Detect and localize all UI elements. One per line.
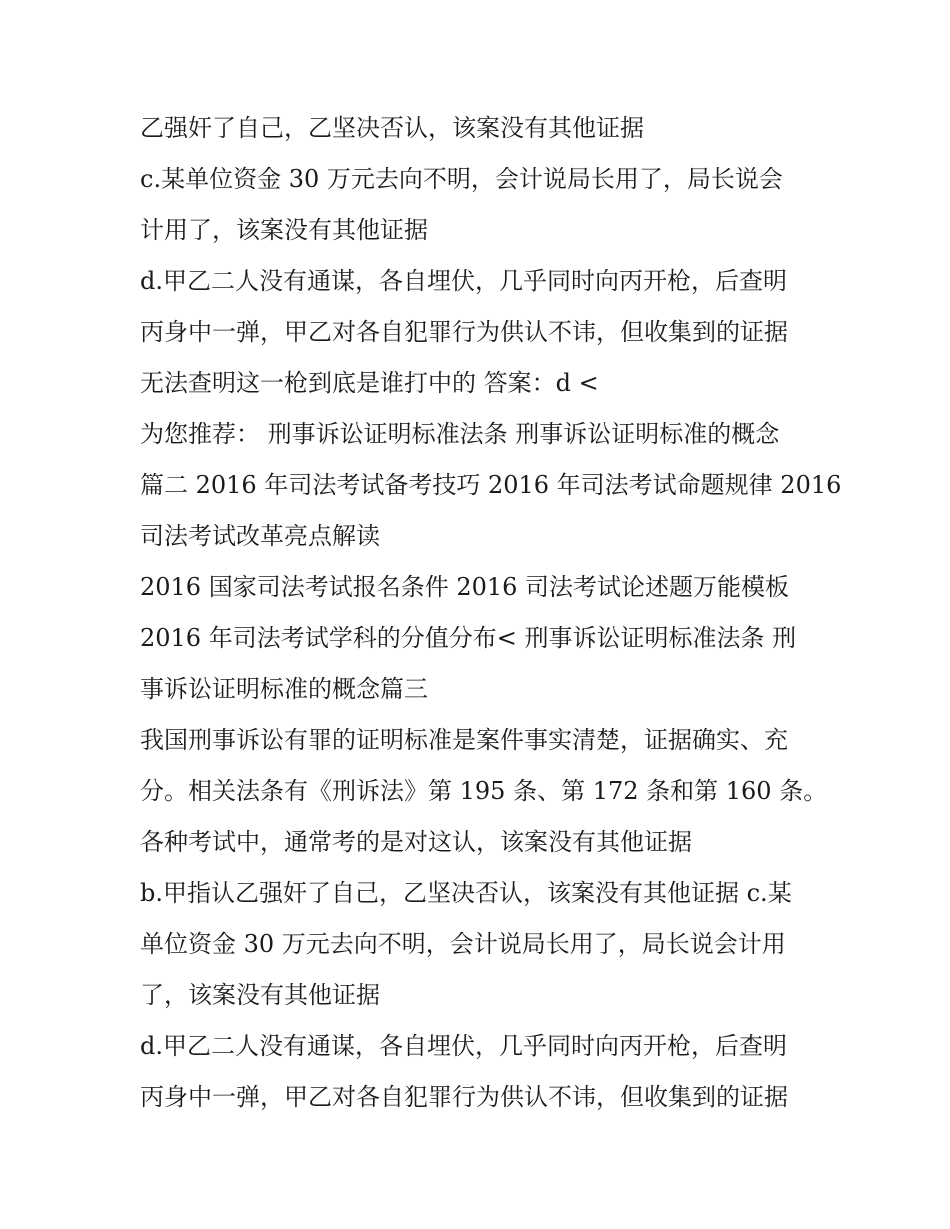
text-line: 丙身中一弹，甲乙对各自犯罪行为供认不讳，但收集到的证据 xyxy=(140,318,788,346)
text-line: 各种考试中，通常考的是对这认，该案没有其他证据 xyxy=(140,828,692,856)
text-line: b.甲指认乙强奸了自己，乙坚决否认，该案没有其他证据 c.某 xyxy=(140,879,792,907)
text-line: 计用了，该案没有其他证据 xyxy=(140,216,428,244)
text-line: 司法考试改革亮点解读 xyxy=(140,522,380,550)
text-line: 单位资金 30 万元去向不明，会计说局长用了，局长说会计用 xyxy=(140,930,786,958)
text-line: 丙身中一弹，甲乙对各自犯罪行为供认不讳，但收集到的证据 xyxy=(140,1083,788,1111)
text-line: d.甲乙二人没有通谋，各自埋伏，几乎同时向丙开枪，后查明 xyxy=(140,267,787,295)
text-line: 了，该案没有其他证据 xyxy=(140,981,380,1009)
text-line: 2016 年司法考试学科的分值分布< 刑事诉讼证明标准法条 刑 xyxy=(140,624,797,652)
document-body xyxy=(140,103,842,1123)
text-line: 乙强奸了自己，乙坚决否认，该案没有其他证据 xyxy=(140,114,644,142)
text-line: 为您推荐： 刑事诉讼证明标准法条 刑事诉讼证明标准的概念 xyxy=(140,420,780,448)
text-line: 分。相关法条有《刑诉法》第 195 条、第 172 条和第 160 条。 xyxy=(140,777,828,805)
text-line: 篇二 2016 年司法考试备考技巧 2016 年司法考试命题规律 2016 xyxy=(140,471,842,499)
text-line: 事诉讼证明标准的概念篇三 xyxy=(140,675,428,703)
text-line: d.甲乙二人没有通谋，各自埋伏，几乎同时向丙开枪，后查明 xyxy=(140,1032,787,1060)
text-line: c.某单位资金 30 万元去向不明，会计说局长用了，局长说会 xyxy=(140,165,783,193)
text-line: 无法查明这一枪到底是谁打中的 答案：d < xyxy=(140,369,599,397)
text-line: 2016 国家司法考试报名条件 2016 司法考试论述题万能模板 xyxy=(140,573,790,601)
text-line: 我国刑事诉讼有罪的证明标准是案件事实清楚，证据确实、充 xyxy=(140,726,788,754)
